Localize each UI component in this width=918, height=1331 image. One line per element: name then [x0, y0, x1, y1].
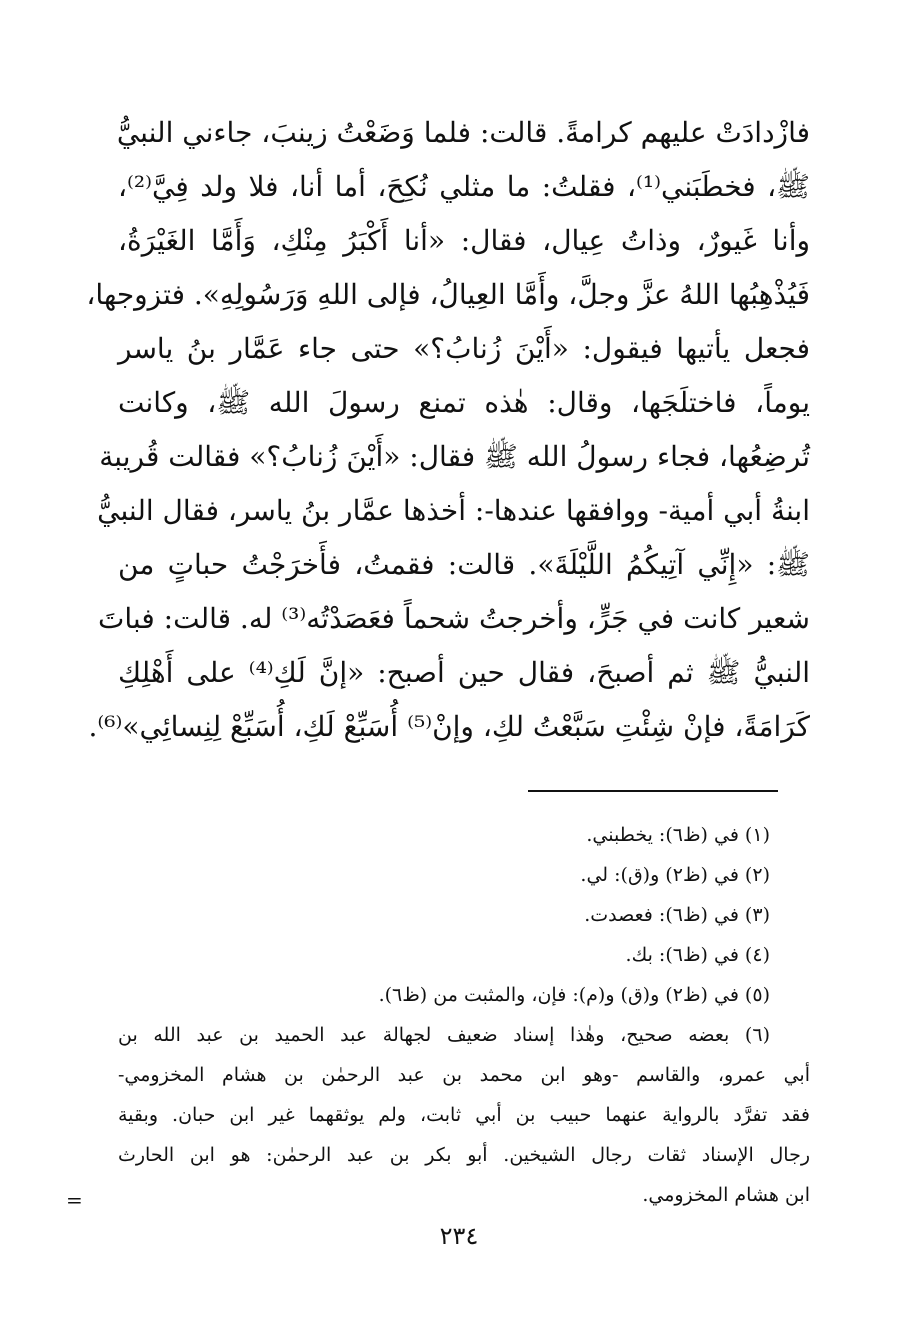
text-line: تُرضِعُها، فجاء رسولُ الله ﷺ فقال: «أَيْنَ زُنابُ؟» فقالت قُريبة	[99, 440, 810, 473]
text-line: فازْدادَتْ عليهم كرامةً. قالت: فلما وَضَعْتُ زينبَ، جاءني النبيُّ	[116, 116, 810, 149]
footnote-6-line: أبي عمرو، والقاسم -وهو ابن محمد بن عبد الرحمٰن بن هشام المخزومي-	[118, 1064, 810, 1086]
footnote-6-line: رجال الإسناد ثقات رجال الشيخين. أبو بكر بن عبد الرحمٰن: هو ابن الحارث	[118, 1144, 810, 1166]
text-line: ﷺ: «إِنِّي آتِيكُمُ اللَّيْلَةَ». قالت: فقمتُ، فأَخرَجْتُ حباتٍ من	[118, 548, 810, 581]
main-text	[86, 106, 811, 754]
footnote-6-line: (٦) بعضه صحيح، وهٰذا إسناد ضعيف لجهالة عبد الحميد بن عبد الله بن	[118, 1024, 770, 1046]
text-line: ﷺ، فخطَبَني⁽¹⁾، فقلتُ: ما مثلي نُكِحَ، أما أنا، فلا ولد فِيَّ⁽²⁾،	[118, 170, 810, 203]
footnote-6-line: فقد تفرَّد بالرواية عنهما حبيب بن أبي ثابت، ولم يوثقهما غير ابن حبان. وبقية	[118, 1104, 810, 1126]
text-line: فجعل يأتيها فيقول: «أَيْنَ زُنابُ؟» حتى جاء عَمَّار بنُ ياسر	[118, 332, 810, 365]
text-line: كَرَامَةً، فإنْ شِئْتِ سَبَّعْتُ لكِ، وإنْ⁽⁵⁾ أُسَبِّعْ لَكِ، أُسَبِّعْ لِنِسائِي»⁽⁶⁾.	[88, 710, 810, 743]
footnote-4: (٤) في (ظ٦): بك.	[625, 944, 770, 966]
text-line: شعير كانت في جَرٍّ، وأخرجتُ شحماً فعَصَدْتُه⁽³⁾ له. قالت: فباتَ	[98, 602, 810, 635]
footnote-3: (٣) في (ظ٦): فعصدت.	[584, 904, 770, 926]
footnote-6-line: ابن هشام المخزومي.	[642, 1184, 810, 1206]
text-line: وأنا غَيورٌ، وذاتُ عِيال، فقال: «أنا أَكْبَرُ مِنْكِ، وَأَمَّا الغَيْرَةُ،	[118, 224, 810, 257]
footnote-separator	[528, 790, 778, 792]
continuation-marker: =	[66, 1188, 83, 1212]
footnote-1: (١) في (ظ٦): يخطبني.	[586, 824, 770, 846]
text-line: يوماً، فاختلَجَها، وقال: هٰذه تمنع رسولَ الله ﷺ، وكانت	[118, 386, 810, 419]
text-line: فَيُذْهِبُها اللهُ عزَّ وجلَّ، وأَمَّا العِيالُ، فإلى اللهِ وَرَسُولِهِ». فتزوجها،	[86, 278, 810, 311]
page-number: ٢٣٤	[439, 1222, 479, 1250]
text-line: النبيُّ ﷺ ثم أصبحَ، فقال حين أصبح: «إنَّ لَكِ⁽⁴⁾ على أَهْلِكِ	[118, 656, 811, 689]
footnote-2: (٢) في (ظ٢) و(ق): لي.	[580, 864, 770, 886]
footnotes	[118, 815, 810, 1215]
footnote-5: (٥) في (ظ٢) و(ق) و(م): فإن، والمثبت من (ظ٦).	[378, 984, 770, 1006]
text-line: ابنةُ أبي أمية- ووافقها عندها-: أخذها عمَّار بنُ ياسر، فقال النبيُّ	[97, 494, 810, 527]
